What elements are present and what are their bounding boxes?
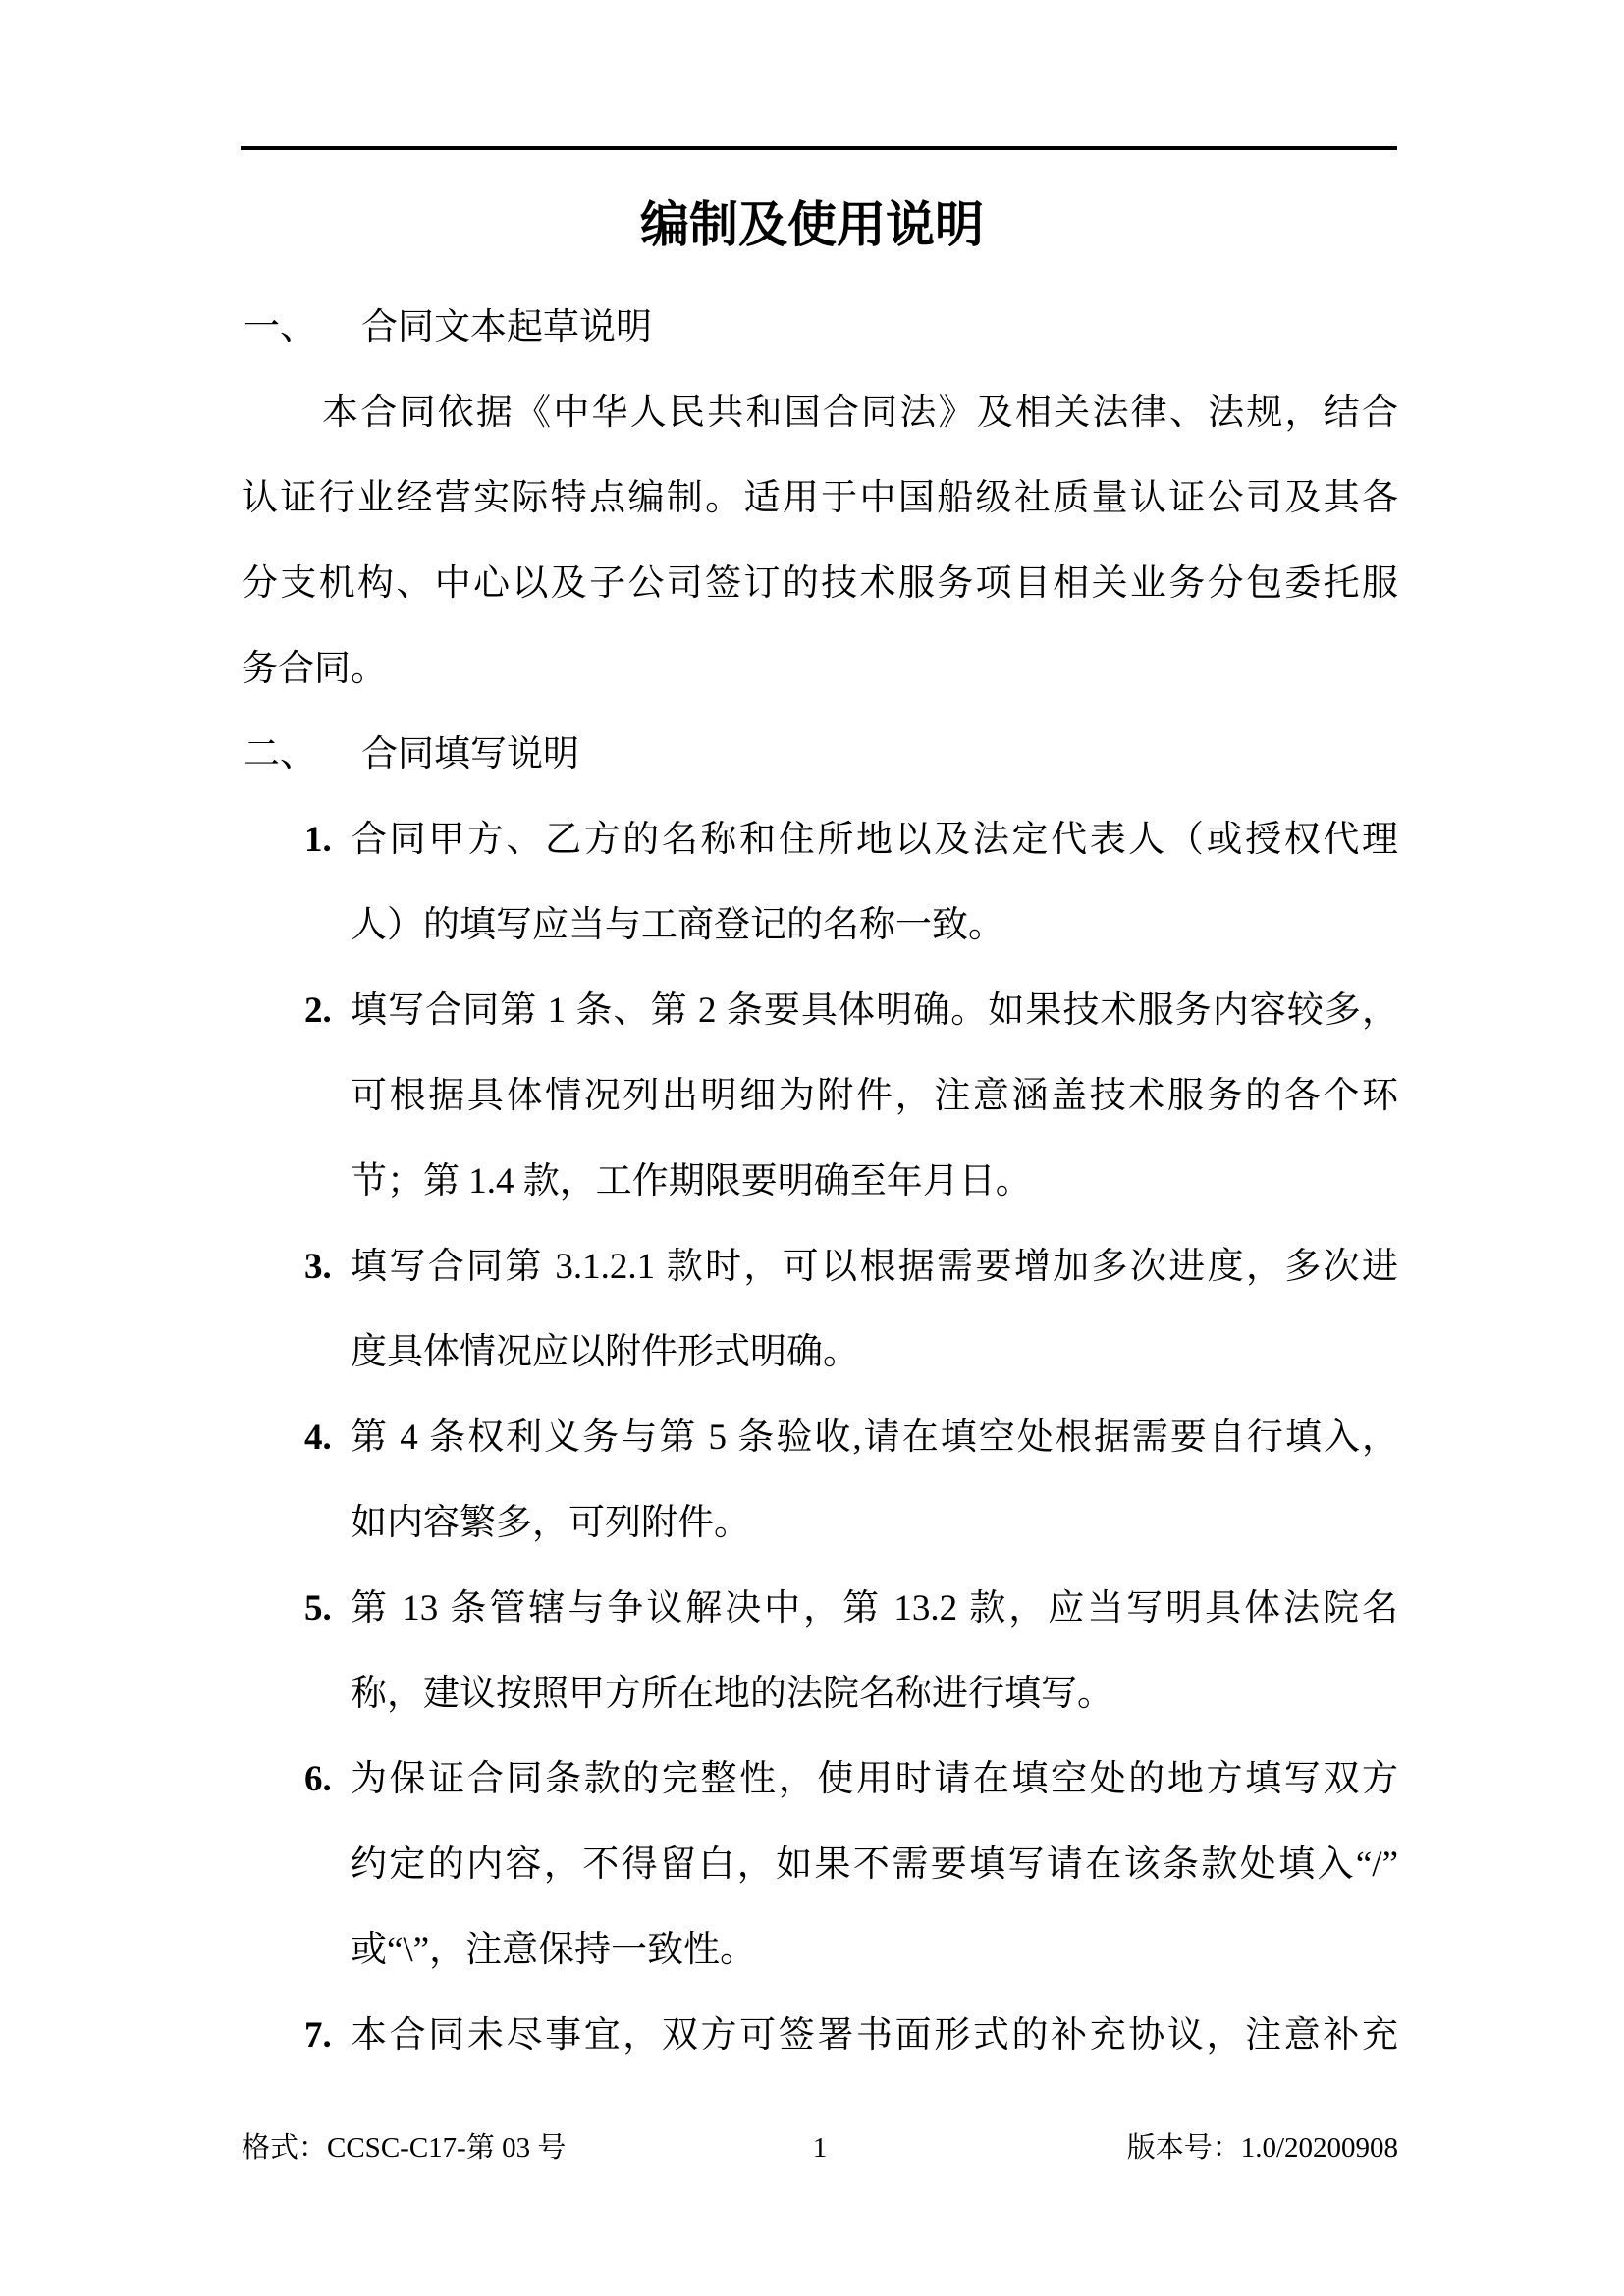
list-item-line: 如内容繁多，可列附件。 [351,1503,750,1543]
list-number: 1. [304,820,332,860]
list-item-text: 填写合同第 3.1.2.1 款时，可以根据需要增加多次进度，多次进 [351,1247,1398,1287]
section-number: 二、 [244,734,316,774]
list-item-line [242,1566,1398,1651]
list-number: 5. [304,1588,332,1629]
list-item-line: 人）的填写应当与工商登记的名称一致。 [351,905,1004,945]
list-item-line [242,1395,1398,1480]
paragraph-line: 分支机构、中心以及子公司签订的技术服务项目相关业务分包委托服 [242,563,1398,604]
list-number: 2. [304,990,332,1031]
list-item-line [242,968,1398,1053]
list-item-text: 第 4 条权利义务与第 5 条验收,请在填空处根据需要自行填入， [351,1417,1398,1458]
list-item-text: 为保证合同条款的完整性，使用时请在填空处的地方填写双方 [351,1759,1398,1799]
list-item-text: 本合同未尽事宜，双方可签署书面形式的补充协议，注意补充 [351,2015,1398,2056]
list-item-line: 称，建议按照甲方所在地的法院名称进行填写。 [351,1674,1113,1714]
list-item-line [242,1993,1398,2078]
document-title: 编制及使用说明 [640,197,984,252]
list-item-line: 度具体情况应以附件形式明确。 [351,1332,859,1372]
list-item-line: 或“\”，注意保持一致性。 [351,1930,757,1970]
paragraph-line: 本合同依据《中华人民共和国合同法》及相关法律、法规，结合 [322,393,1398,433]
paragraph-line: 认证行业经营实际特点编制。适用于中国船级社质量认证公司及其各 [242,478,1398,518]
section-heading-text: 合同填写说明 [361,734,579,774]
list-item-line: 约定的内容，不得留白，如果不需要填写请在该条款处填入“/” [351,1844,1398,1885]
list-item-text: 合同甲方、乙方的名称和住所地以及法定代表人（或授权代理 [351,820,1398,860]
list-item-line: 节；第 1.4 款，工作期限要明确至年月日。 [351,1161,1032,1201]
list-number: 4. [304,1417,332,1458]
paragraph-line: 务合同。 [242,649,387,689]
list-number: 3. [304,1247,332,1287]
list-item-line [242,1736,1398,1822]
footer-page-number: 1 [812,2132,828,2163]
section-heading-text: 合同文本起草说明 [361,307,652,347]
section-heading-2 [242,712,1398,797]
header-rule [241,146,1397,150]
list-item-text: 填写合同第 1 条、第 2 条要具体明确。如果技术服务内容较多， [351,990,1398,1031]
section-number: 一、 [244,307,316,347]
list-item-line: 可根据具体情况列出明细为附件，注意涵盖技术服务的各个环 [351,1076,1398,1116]
list-number: 6. [304,1759,332,1799]
list-item-line [242,797,1398,882]
list-number: 7. [304,2015,332,2056]
page-footer [242,2130,1398,2165]
list-item-line [242,1224,1398,1309]
footer-version-label: 版本号：1.0/20200908 [1126,2132,1398,2163]
document-body [242,285,1398,2078]
section-heading-1 [242,285,1398,370]
list-item-text: 第 13 条管辖与争议解决中，第 13.2 款，应当写明具体法院名 [351,1588,1398,1629]
footer-format-label: 格式：CCSC-C17-第 03 号 [242,2132,567,2163]
